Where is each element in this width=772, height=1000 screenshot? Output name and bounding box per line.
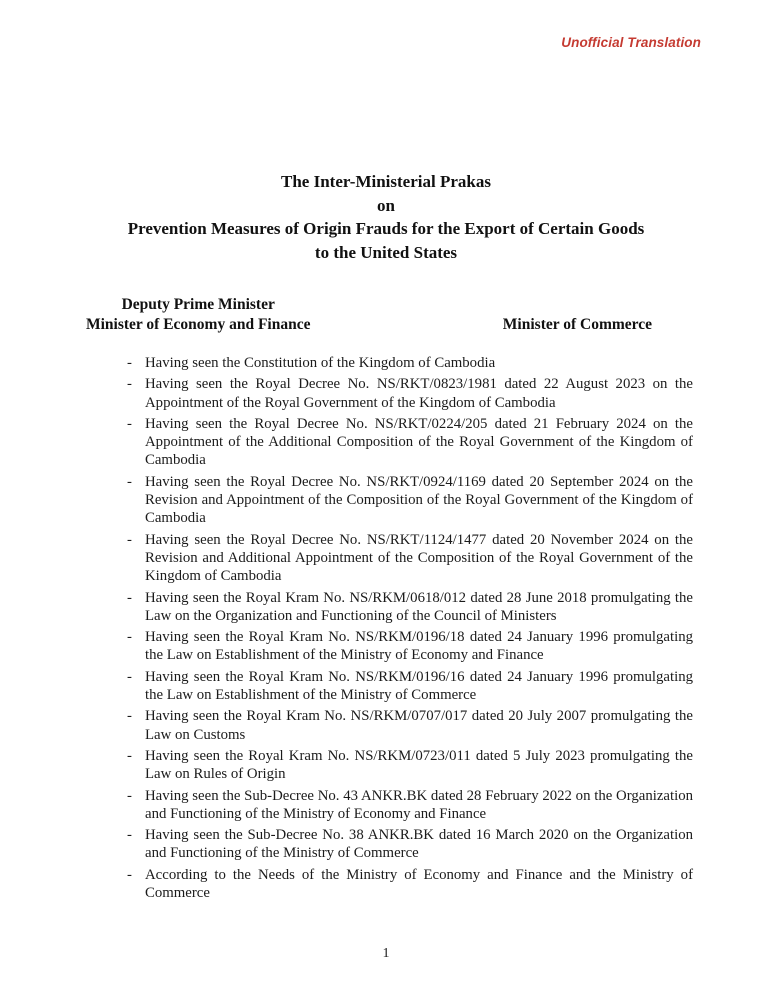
bullet-dash: - xyxy=(127,747,132,764)
signatories-row xyxy=(86,295,652,335)
recital-text: Having seen the Royal Kram No. NS/RKM/0723/011 dated 5 July 2023 promulgating the Law on Rules of Origin xyxy=(145,747,693,783)
page-number: 1 xyxy=(382,946,390,961)
recital-item xyxy=(127,415,693,470)
bullet-dash: - xyxy=(127,787,132,804)
recital-text: Having seen the Royal Kram No. NS/RKM/0196/16 dated 24 January 1996 promulgating the Law on Establishment of the Ministry of Commerce xyxy=(145,668,693,704)
signatory-left-line-1: Deputy Prime Minister xyxy=(121,296,275,313)
recital-item xyxy=(127,531,693,586)
recital-text: Having seen the Royal Decree No. NS/RKT/0823/1981 dated 22 August 2023 on the Appointment of the Royal Government of the Kingdom of Cambodia xyxy=(145,376,693,411)
signatory-left-line-2: Minister of Economy and Finance xyxy=(86,316,311,333)
recital-item xyxy=(127,354,693,372)
recital-text: Having seen the Royal Decree No. NS/RKT/0224/205 dated 21 February 2024 on the Appointment of the Additional Composition of the Royal Government of the Kingdom of Cambodia xyxy=(145,415,693,469)
recital-text: Having seen the Royal Decree No. NS/RKT/1124/1477 dated 20 November 2024 on the Revision and Additional Appointment of the Composition of the Royal Government of the Kingdom of Cambodia xyxy=(145,531,693,585)
title-line-3: Prevention Measures of Origin Frauds for the Export of Certain Goods xyxy=(127,219,645,238)
bullet-dash: - xyxy=(127,473,132,490)
recital-item xyxy=(127,826,693,863)
recital-item xyxy=(127,589,693,626)
recital-item xyxy=(127,628,693,665)
unofficial-translation-note: Unofficial Translation xyxy=(561,35,701,50)
title-line-4: to the United States xyxy=(314,242,458,262)
bullet-dash: - xyxy=(127,589,132,606)
recital-text: Having seen the Royal Kram No. NS/RKM/0196/18 dated 24 January 1996 promulgating the Law on Establishment of the Ministry of Economy and Finance xyxy=(145,629,693,664)
recital-item xyxy=(127,375,693,412)
title-line-2: on xyxy=(377,195,395,215)
recital-text: Having seen the Royal Kram No. NS/RKM/0618/012 dated 28 June 2018 promulgating the Law on the Organization and Functioning of the Council of Ministers xyxy=(145,589,693,624)
recital-item xyxy=(127,707,693,744)
bullet-dash: - xyxy=(127,531,132,548)
recital-item xyxy=(127,668,693,705)
recital-text: Having seen the Sub-Decree No. 43 ANKR.BK dated 28 February 2022 on the Organization and Functioning of the Ministry of Economy and Finance xyxy=(145,787,693,822)
signatory-economy-finance xyxy=(86,295,310,335)
recital-item xyxy=(127,866,693,903)
recital-item xyxy=(127,787,693,824)
bullet-dash: - xyxy=(127,708,132,725)
bullet-dash: - xyxy=(127,827,132,844)
recital-text: According to the Needs of the Ministry of Economy and Finance and the Ministry of Commerce xyxy=(145,866,693,902)
recital-text: Having seen the Sub-Decree No. 38 ANKR.BK dated 16 March 2020 on the Organization and Functioning of the Ministry of Commerce xyxy=(145,827,693,862)
recital-text: Having seen the Constitution of the Kingdom of Cambodia xyxy=(145,355,496,371)
bullet-dash: - xyxy=(127,668,132,685)
bullet-dash: - xyxy=(127,355,132,371)
signatory-commerce xyxy=(503,315,652,335)
bullet-dash: - xyxy=(127,629,132,646)
signatory-right-line-1: Minister of Commerce xyxy=(502,316,652,333)
recital-text: Having seen the Royal Kram No. NS/RKM/0707/017 dated 20 July 2007 promulgating the Law on Customs xyxy=(145,708,693,743)
recital-text: Having seen the Royal Decree No. NS/RKT/0924/1169 dated 20 September 2024 on the Revision and Appointment of the Composition of the Royal Government of the Kingdom of Cambodia xyxy=(145,473,693,527)
recital-item xyxy=(127,747,693,784)
recitals-list xyxy=(127,354,693,905)
recital-item xyxy=(127,473,693,528)
bullet-dash: - xyxy=(127,866,132,883)
bullet-dash: - xyxy=(127,376,132,393)
bullet-dash: - xyxy=(127,415,132,432)
title-line-1: The Inter-Ministerial Prakas xyxy=(281,172,491,191)
document-title xyxy=(60,170,712,264)
